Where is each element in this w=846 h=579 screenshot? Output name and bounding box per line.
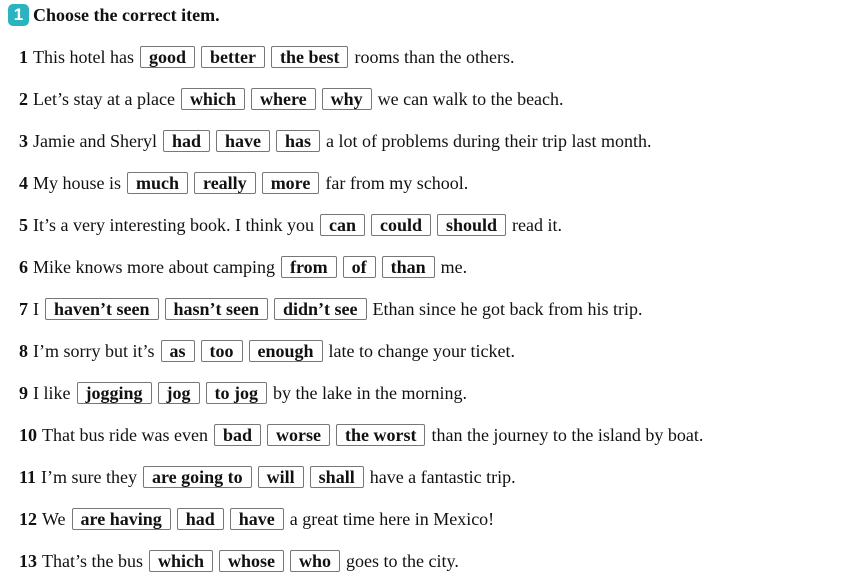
- question-text-after: me.: [440, 256, 468, 277]
- question-number: 8: [19, 340, 28, 361]
- option-button[interactable]: didn’t see: [274, 298, 367, 320]
- question-text-after: by the lake in the morning.: [273, 382, 467, 403]
- exercise-number-badge: 1: [8, 4, 29, 26]
- question-text-before: I’m sure they: [41, 466, 137, 487]
- option-button[interactable]: good: [140, 46, 195, 68]
- question-row-1: [19, 45, 514, 69]
- question-text-after: goes to the city.: [346, 550, 459, 571]
- option-button[interactable]: worse: [267, 424, 330, 446]
- option-button[interactable]: jogging: [77, 382, 152, 404]
- option-button[interactable]: which: [149, 550, 213, 572]
- question-text-after: late to change your ticket.: [328, 340, 515, 361]
- option-button[interactable]: hasn’t seen: [165, 298, 269, 320]
- option-button[interactable]: have: [216, 130, 270, 152]
- question-row-13: [19, 549, 459, 573]
- question-text-before: That bus ride was even: [42, 424, 208, 445]
- option-button[interactable]: jog: [158, 382, 200, 404]
- question-row-11: [19, 465, 516, 489]
- option-button[interactable]: the worst: [336, 424, 425, 446]
- exercise-header: [8, 3, 220, 27]
- option-button[interactable]: had: [177, 508, 224, 530]
- question-text-after: Ethan since he got back from his trip.: [372, 298, 643, 319]
- question-row-7: [19, 297, 642, 321]
- question-text-before: Mike knows more about camping: [33, 256, 275, 277]
- question-row-8: [19, 339, 515, 363]
- option-button[interactable]: the best: [271, 46, 349, 68]
- option-button[interactable]: than: [382, 256, 435, 278]
- option-button[interactable]: has: [276, 130, 320, 152]
- question-row-9: [19, 381, 467, 405]
- option-button[interactable]: as: [161, 340, 195, 362]
- question-number: 9: [19, 382, 28, 403]
- option-button[interactable]: haven’t seen: [45, 298, 159, 320]
- question-row-12: [19, 507, 494, 531]
- question-text-before: That’s the bus: [42, 550, 143, 571]
- option-button[interactable]: really: [194, 172, 256, 194]
- question-number: 10: [19, 424, 37, 445]
- question-row-10: [19, 423, 703, 447]
- option-button[interactable]: could: [371, 214, 431, 236]
- exercise-instruction: Choose the correct item.: [33, 5, 220, 25]
- option-button[interactable]: had: [163, 130, 210, 152]
- question-text-after: rooms than the others.: [354, 46, 515, 67]
- question-text-after: we can walk to the beach.: [377, 88, 564, 109]
- option-button[interactable]: to jog: [206, 382, 268, 404]
- question-text-before: Let’s stay at a place: [33, 88, 175, 109]
- question-text-before: Jamie and Sheryl: [33, 130, 157, 151]
- question-text-after: far from my school.: [325, 172, 469, 193]
- question-number: 13: [19, 550, 37, 571]
- question-text-before: I’m sorry but it’s: [33, 340, 155, 361]
- option-button[interactable]: why: [322, 88, 372, 110]
- question-row-5: [19, 213, 562, 237]
- option-button[interactable]: shall: [310, 466, 364, 488]
- option-button[interactable]: can: [320, 214, 365, 236]
- option-button[interactable]: where: [251, 88, 316, 110]
- option-button[interactable]: whose: [219, 550, 284, 572]
- question-text-after: than the journey to the island by boat.: [431, 424, 704, 445]
- question-number: 4: [19, 172, 28, 193]
- question-row-3: [19, 129, 651, 153]
- question-text-before: My house is: [33, 172, 122, 193]
- question-text-after: read it.: [512, 214, 562, 235]
- question-number: 3: [19, 130, 28, 151]
- question-text-before: We: [42, 508, 66, 529]
- question-row-6: [19, 255, 467, 279]
- question-text-before: I like: [33, 382, 71, 403]
- option-button[interactable]: who: [290, 550, 340, 572]
- question-number: 11: [19, 466, 37, 487]
- option-button[interactable]: bad: [214, 424, 261, 446]
- question-number: 12: [19, 508, 37, 529]
- option-button[interactable]: should: [437, 214, 506, 236]
- question-row-4: [19, 171, 468, 195]
- option-button[interactable]: have: [230, 508, 284, 530]
- question-text-before: This hotel has: [33, 46, 134, 67]
- option-button[interactable]: from: [281, 256, 337, 278]
- question-number: 2: [19, 88, 28, 109]
- question-number: 1: [19, 46, 28, 67]
- question-number: 5: [19, 214, 28, 235]
- question-text-after: have a fantastic trip.: [369, 466, 516, 487]
- option-button[interactable]: too: [201, 340, 243, 362]
- option-button[interactable]: which: [181, 88, 245, 110]
- option-button[interactable]: of: [343, 256, 376, 278]
- option-button[interactable]: are having: [72, 508, 171, 530]
- option-button[interactable]: are going to: [143, 466, 252, 488]
- question-text-after: a lot of problems during their trip last month.: [326, 130, 652, 151]
- option-button[interactable]: more: [262, 172, 320, 194]
- option-button[interactable]: much: [127, 172, 188, 194]
- question-number: 7: [19, 298, 28, 319]
- option-button[interactable]: enough: [249, 340, 323, 362]
- question-text-before: I: [33, 298, 39, 319]
- question-text-after: a great time here in Mexico!: [289, 508, 495, 529]
- option-button[interactable]: better: [201, 46, 265, 68]
- question-row-2: [19, 87, 564, 111]
- option-button[interactable]: will: [258, 466, 304, 488]
- question-text-before: It’s a very interesting book. I think you: [33, 214, 314, 235]
- question-number: 6: [19, 256, 28, 277]
